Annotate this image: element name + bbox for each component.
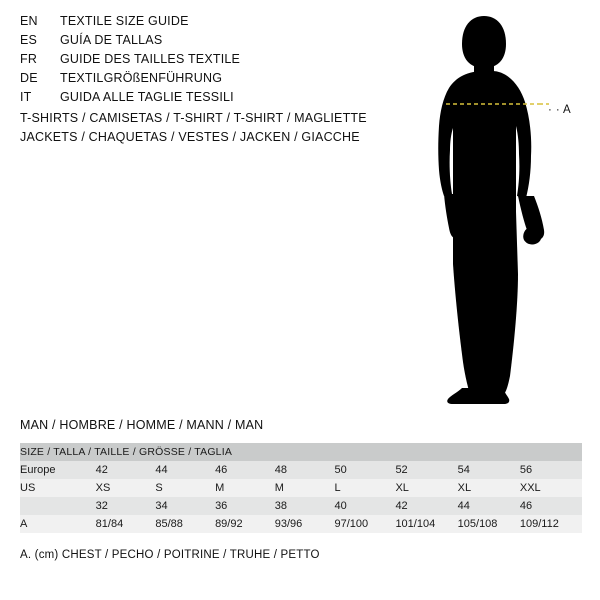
- cell: 38: [275, 497, 335, 515]
- cell: XL: [395, 479, 457, 497]
- cell: 101/104: [395, 515, 457, 533]
- table-row: [20, 479, 582, 497]
- table-row: [20, 461, 582, 479]
- language-code: DE: [20, 71, 38, 85]
- table-row: [20, 497, 582, 515]
- cell: 105/108: [458, 515, 520, 533]
- language-title: TEXTILGRÖßENFÜHRUNG: [60, 71, 223, 85]
- language-code: FR: [20, 52, 38, 66]
- cell: 50: [334, 461, 395, 479]
- measure-point-a-label: [548, 104, 571, 116]
- cell: 54: [458, 461, 520, 479]
- cell: M: [275, 479, 335, 497]
- cell: 46: [215, 461, 275, 479]
- cell: 97/100: [334, 515, 395, 533]
- language-title: GUIDA ALLE TAGLIE TESSILI: [60, 90, 234, 104]
- language-code: IT: [20, 90, 32, 104]
- cell: XS: [96, 479, 156, 497]
- row-label: Europe: [20, 461, 96, 479]
- language-list: [20, 14, 380, 109]
- cell: 44: [458, 497, 520, 515]
- language-row-es: [20, 33, 380, 52]
- cell: 89/92: [215, 515, 275, 533]
- cell: M: [215, 479, 275, 497]
- cell: 48: [275, 461, 335, 479]
- cell: 46: [520, 497, 582, 515]
- silhouette-svg: [400, 14, 590, 404]
- table-footnote: A. (cm) CHEST / PECHO / POITRINE / TRUHE / PETTO: [20, 549, 320, 561]
- cell: 40: [334, 497, 395, 515]
- language-title: TEXTILE SIZE GUIDE: [60, 14, 189, 28]
- language-row-de: [20, 71, 380, 90]
- cell: 52: [395, 461, 457, 479]
- cell: 44: [155, 461, 215, 479]
- language-row-fr: [20, 52, 380, 71]
- language-row-it: [20, 90, 380, 109]
- cell: 81/84: [96, 515, 156, 533]
- measure-letter: A: [563, 104, 572, 116]
- category-tshirts: T-SHIRTS / CAMISETAS / T-SHIRT / T-SHIRT / MAGLIETTE: [20, 111, 367, 125]
- row-label: [20, 497, 96, 515]
- cell: S: [155, 479, 215, 497]
- language-code: EN: [20, 14, 38, 28]
- language-row-en: [20, 14, 380, 33]
- cell: 56: [520, 461, 582, 479]
- table-row: [20, 515, 582, 533]
- cell: XL: [458, 479, 520, 497]
- language-code: ES: [20, 33, 38, 47]
- category-jackets: JACKETS / CHAQUETAS / VESTES / JACKEN / GIACCHE: [20, 130, 360, 144]
- size-table: [20, 443, 582, 533]
- cell: L: [334, 479, 395, 497]
- language-title: GUIDE DES TAILLES TEXTILE: [60, 52, 241, 66]
- table-header-row: [20, 443, 582, 461]
- cell: 93/96: [275, 515, 335, 533]
- category-list: [20, 111, 367, 149]
- cell: 85/88: [155, 515, 215, 533]
- male-silhouette-figure: [400, 14, 590, 404]
- cell: 109/112: [520, 515, 582, 533]
- row-label: US: [20, 479, 96, 497]
- cell: 32: [96, 497, 156, 515]
- table-section-title: MAN / HOMBRE / HOMME / MANN / MAN: [20, 418, 264, 432]
- language-title: GUÍA DE TALLAS: [60, 33, 163, 47]
- cell: XXL: [520, 479, 582, 497]
- cell: 42: [96, 461, 156, 479]
- row-label: A: [20, 515, 96, 533]
- cell: 42: [395, 497, 457, 515]
- cell: 36: [215, 497, 275, 515]
- table-header-label: SIZE / TALLA / TAILLE / GRÖSSE / TAGLIA: [20, 443, 582, 461]
- measure-dots: · ·: [548, 104, 561, 116]
- cell: 34: [155, 497, 215, 515]
